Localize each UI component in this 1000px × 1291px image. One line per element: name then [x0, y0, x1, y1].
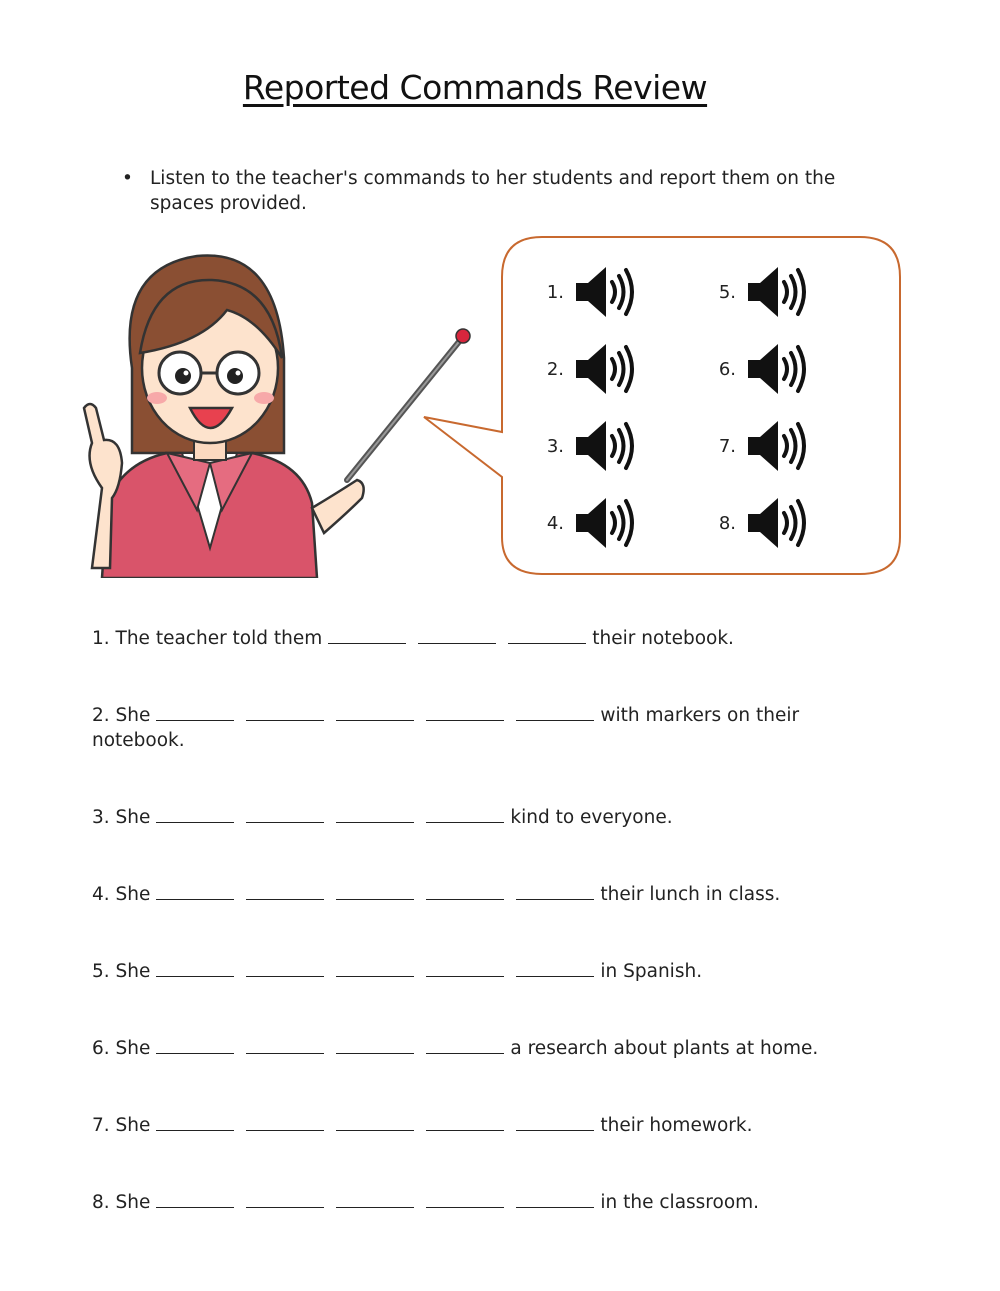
- audio-button-6[interactable]: [712, 341, 808, 397]
- answer-blank[interactable]: [156, 1193, 234, 1208]
- sentence-suffix: their lunch in class.: [600, 884, 781, 905]
- answer-blank[interactable]: [426, 1039, 504, 1054]
- sentence-3: [92, 805, 673, 830]
- sentence-2: [92, 703, 799, 753]
- instruction: [122, 166, 862, 216]
- audio-button-7[interactable]: [712, 418, 808, 474]
- sentence-prefix: 7. She: [92, 1115, 151, 1136]
- audio-button-2[interactable]: [540, 341, 636, 397]
- sentence-suffix: their homework.: [600, 1115, 753, 1136]
- speaker-icon: [744, 341, 808, 397]
- sentence-prefix: 3. She: [92, 807, 151, 828]
- audio-number: 4.: [546, 512, 564, 534]
- audio-number: 2.: [546, 358, 564, 380]
- instruction-text: Listen to the teacher's commands to her students and report them on the spaces provided.: [150, 168, 836, 214]
- answer-blank[interactable]: [516, 1193, 594, 1208]
- sentence-4: [92, 882, 780, 907]
- audio-number: 1.: [546, 281, 564, 303]
- answer-blank[interactable]: [516, 706, 594, 721]
- answer-blank[interactable]: [246, 1116, 324, 1131]
- answer-blank[interactable]: [246, 962, 324, 977]
- answer-blank[interactable]: [336, 962, 414, 977]
- answer-blank[interactable]: [156, 885, 234, 900]
- answer-blank[interactable]: [156, 706, 234, 721]
- answer-blank[interactable]: [426, 1116, 504, 1131]
- sentence-prefix: 5. She: [92, 961, 151, 982]
- answer-blank[interactable]: [426, 885, 504, 900]
- sentence-8: [92, 1190, 759, 1215]
- audio-number: 7.: [718, 435, 736, 457]
- answer-blank[interactable]: [328, 629, 406, 644]
- answer-blank[interactable]: [246, 1193, 324, 1208]
- sentence-prefix: 8. She: [92, 1192, 151, 1213]
- sentence-suffix: their notebook.: [592, 628, 734, 649]
- answer-blank[interactable]: [426, 962, 504, 977]
- answer-blank[interactable]: [156, 962, 234, 977]
- sentence-suffix: kind to everyone.: [510, 807, 673, 828]
- answer-blank[interactable]: [336, 1116, 414, 1131]
- answer-blank[interactable]: [156, 1039, 234, 1054]
- page-title: Reported Commands Review: [242, 68, 708, 107]
- sentence-suffix: in Spanish.: [600, 961, 703, 982]
- answer-blank[interactable]: [426, 706, 504, 721]
- sentence-6: [92, 1036, 818, 1061]
- answer-blank[interactable]: [426, 1193, 504, 1208]
- speaker-icon: [744, 418, 808, 474]
- speaker-icon: [572, 341, 636, 397]
- answer-blank[interactable]: [336, 706, 414, 721]
- speaker-icon: [572, 264, 636, 320]
- answer-blank[interactable]: [246, 1039, 324, 1054]
- audio-number: 3.: [546, 435, 564, 457]
- answer-blank[interactable]: [156, 1116, 234, 1131]
- answer-blank[interactable]: [516, 962, 594, 977]
- answer-blank[interactable]: [336, 885, 414, 900]
- answer-blank[interactable]: [156, 808, 234, 823]
- answer-blank[interactable]: [246, 706, 324, 721]
- sentence-prefix: 4. She: [92, 884, 151, 905]
- sentence-5: [92, 959, 702, 984]
- sentence-7: [92, 1113, 752, 1138]
- teacher-illustration: [62, 248, 482, 578]
- answer-blank[interactable]: [336, 1193, 414, 1208]
- sentence-prefix: 2. She: [92, 705, 151, 726]
- sentence-suffix: with markers on their: [600, 705, 800, 726]
- answer-blank[interactable]: [246, 808, 324, 823]
- sentence-continuation: notebook.: [92, 730, 185, 751]
- answer-blank[interactable]: [426, 808, 504, 823]
- speaker-icon: [744, 495, 808, 551]
- audio-button-5[interactable]: [712, 264, 808, 320]
- sentence-prefix: 1. The teacher told them: [92, 628, 323, 649]
- answer-blank[interactable]: [336, 808, 414, 823]
- audio-button-1[interactable]: [540, 264, 636, 320]
- speech-bubble: [420, 232, 905, 577]
- audio-number: 5.: [718, 281, 736, 303]
- sentence-prefix: 6. She: [92, 1038, 151, 1059]
- audio-button-3[interactable]: [540, 418, 636, 474]
- sentence-suffix: a research about plants at home.: [510, 1038, 819, 1059]
- answer-blank[interactable]: [508, 629, 586, 644]
- sentence-1: [92, 626, 734, 651]
- audio-button-4[interactable]: [540, 495, 636, 551]
- speaker-icon: [744, 264, 808, 320]
- sentence-suffix: in the classroom.: [600, 1192, 760, 1213]
- audio-number: 8.: [718, 512, 736, 534]
- bullet: •: [122, 168, 133, 189]
- answer-blank[interactable]: [418, 629, 496, 644]
- answer-blank[interactable]: [516, 885, 594, 900]
- answer-blank[interactable]: [516, 1116, 594, 1131]
- answer-blank[interactable]: [336, 1039, 414, 1054]
- audio-button-8[interactable]: [712, 495, 808, 551]
- speaker-icon: [572, 495, 636, 551]
- answer-blank[interactable]: [246, 885, 324, 900]
- audio-number: 6.: [718, 358, 736, 380]
- speaker-icon: [572, 418, 636, 474]
